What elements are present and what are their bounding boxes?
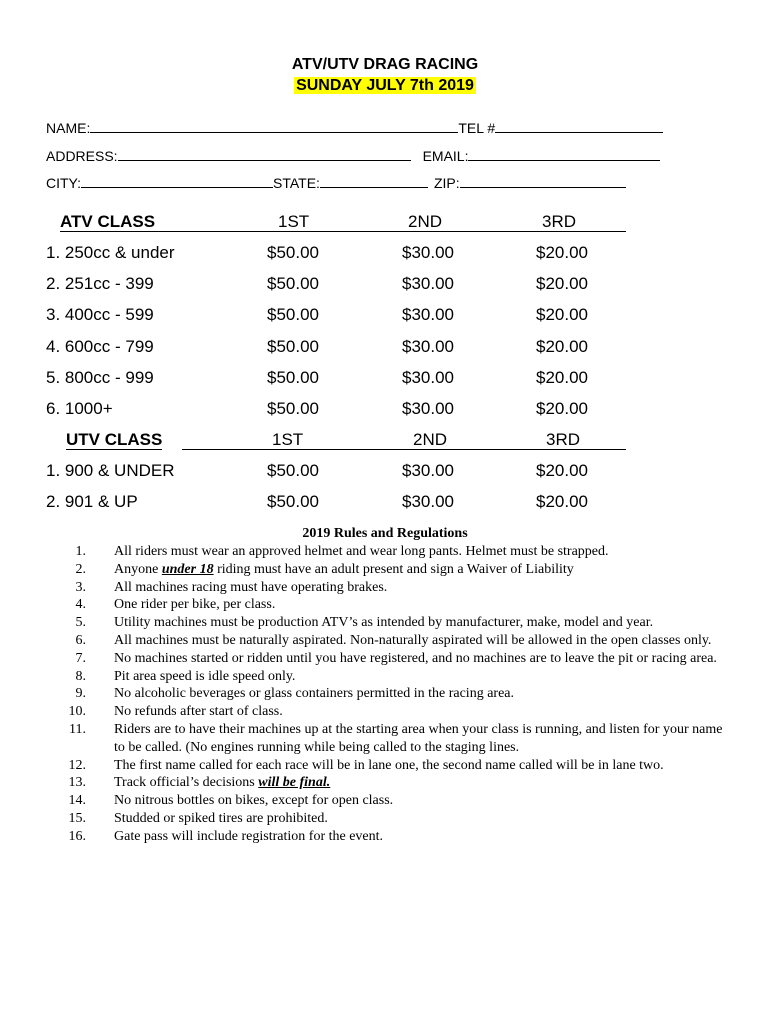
utv-first-prize: $50.00 [267,461,319,480]
rule-item [46,792,726,810]
rule-text: Studded or spiked tires are prohibited. [114,810,328,826]
rule-number: 14. [68,793,86,809]
atv-row-label: 4. 600cc - 799 [46,336,154,356]
address-field[interactable] [118,146,411,161]
atv-second-prize: $30.00 [402,274,454,294]
rule-number: 2. [75,561,86,577]
atv-header-underline [60,231,626,232]
atv-row-label: 6. 1000+ [46,399,113,418]
rule-text: Track official’s decisions will be final. [114,775,331,791]
rule-number: 3. [75,579,86,595]
rule-text: No nitrous bottles on bikes, except for open class. [114,793,394,809]
rule-item [46,757,726,775]
atv-third-prize: $20.00 [536,274,588,294]
rule-text: All riders must wear an approved helmet and wear long pants. Helmet must be strapped. [114,544,609,559]
atv-first-prize: $50.00 [267,399,319,418]
zip-label: ZIP: [433,175,460,191]
atv-third-prize: $20.00 [536,336,588,356]
rule-number: 9. [75,686,86,702]
rule-text: No refunds after start of class. [114,704,283,720]
utv-third-header: 3RD [546,430,581,449]
rule-item [46,596,726,614]
rule-text: Utility machines must be production ATV’s as intended by manufacturer, make, model and year. [114,615,654,631]
rules-list [46,543,726,846]
rule-number: 10. [68,704,86,720]
rule-item [46,668,726,686]
name-tel-row [46,118,663,136]
event-title: ATV/UTV DRAG RACING [291,56,479,73]
utv-row-label: 2. 901 & UP [46,492,138,511]
utv-second-header: 2ND [413,430,448,449]
rule-emphasis: under 18 [161,561,214,577]
rule-text: The first name called for each race will be in lane one, the second name called will be in lane two. [114,757,664,773]
utv-first-header: 1ST [272,430,304,449]
rule-number: 8. [75,668,86,684]
tel-field[interactable] [495,118,663,133]
address-label: ADDRESS: [46,148,118,164]
atv-first-prize: $50.00 [267,367,319,387]
name-field[interactable] [90,118,458,133]
rule-text: No alcoholic beverages or glass containers permitted in the racing area. [114,686,515,702]
rule-text: All machines racing must have operating brakes. [114,579,388,595]
atv-first-prize: $50.00 [267,243,319,262]
utv-second-prize: $30.00 [402,461,454,480]
rule-item [46,774,726,792]
atv-third-prize: $20.00 [536,305,588,325]
atv-third-prize: $20.00 [536,243,588,262]
utv-second-prize: $30.00 [402,492,454,511]
utv-class-title: UTV CLASS [66,430,163,449]
utv-first-prize: $50.00 [267,492,319,511]
utv-third-prize: $20.00 [536,461,588,480]
atv-second-prize: $30.00 [402,367,454,387]
atv-second-prize: $30.00 [402,399,454,418]
address-email-row [46,146,660,164]
atv-third-prize: $20.00 [536,367,588,387]
rule-text: One rider per bike, per class. [114,597,276,613]
rule-item [46,543,726,561]
rule-item [46,810,726,828]
atv-first-prize: $50.00 [267,336,319,356]
rule-text: Gate pass will include registration for the event. [114,828,384,844]
atv-second-header: 2ND [408,212,443,231]
rule-number: 13. [68,775,86,791]
tel-label: TEL # [458,120,496,136]
rule-text: Pit area speed is idle speed only. [114,668,296,684]
email-label: EMAIL: [422,148,469,164]
rule-item [46,632,726,650]
rule-number: 6. [75,632,86,648]
rule-item [46,614,726,632]
rule-item [46,703,726,721]
rule-text: Riders are to have their machines up at the starting area when your class is running, and listen for your name to be called. (No engines running while being called to the staging lines. [114,721,723,755]
rule-number: 4. [75,597,86,613]
rule-item [46,685,726,703]
state-label: STATE: [273,175,320,191]
rule-number: 12. [68,757,86,773]
rule-number: 11. [69,721,86,737]
atv-second-prize: $30.00 [402,336,454,356]
rule-number: 16. [68,828,86,844]
atv-row-label: 5. 800cc - 999 [46,367,154,387]
atv-second-prize: $30.00 [402,243,454,262]
rule-emphasis: will be final. [258,775,331,791]
rule-number: 15. [68,810,86,826]
rule-item [46,721,726,757]
rule-number: 5. [75,615,86,631]
atv-second-prize: $30.00 [402,305,454,325]
utv-header-underline [182,449,626,450]
atv-row-label: 1. 250cc & under [46,243,175,262]
rule-text: Anyone under 18 riding must have an adult present and sign a Waiver of Liability [114,561,574,577]
name-label: NAME: [46,120,91,136]
city-field[interactable] [81,173,273,188]
rule-item [46,561,726,579]
rule-text: No machines started or ridden until you have registered, and no machines are to leave the pit or racing area. [114,650,717,666]
city-state-zip-row [46,173,626,191]
utv-row-label: 1. 900 & UNDER [46,461,175,480]
email-field[interactable] [468,146,660,161]
rule-item [46,579,726,597]
zip-field[interactable] [460,173,626,188]
rules-title: 2019 Rules and Regulations [302,526,468,541]
city-label: CITY: [46,175,82,191]
event-date-highlight: SUNDAY JULY 7th 2019 [296,77,474,94]
atv-row-label: 2. 251cc - 399 [46,274,154,294]
atv-first-prize: $50.00 [267,274,319,294]
rule-number: 7. [75,650,86,666]
rule-item [46,828,726,846]
utv-third-prize: $20.00 [536,492,588,511]
atv-class-title: ATV CLASS [60,212,156,231]
state-field[interactable] [320,173,428,188]
rule-item [46,650,726,668]
atv-first-prize: $50.00 [267,305,319,325]
rule-text: All machines must be naturally aspirated. Non-naturally aspirated will be allowed in the open classes only. [114,632,712,648]
atv-third-prize: $20.00 [536,399,588,418]
event-date [0,77,770,95]
atv-row-label: 3. 400cc - 599 [46,305,154,325]
rule-number: 1. [75,544,86,559]
atv-third-header: 3RD [542,212,577,231]
atv-first-header: 1ST [278,212,310,231]
